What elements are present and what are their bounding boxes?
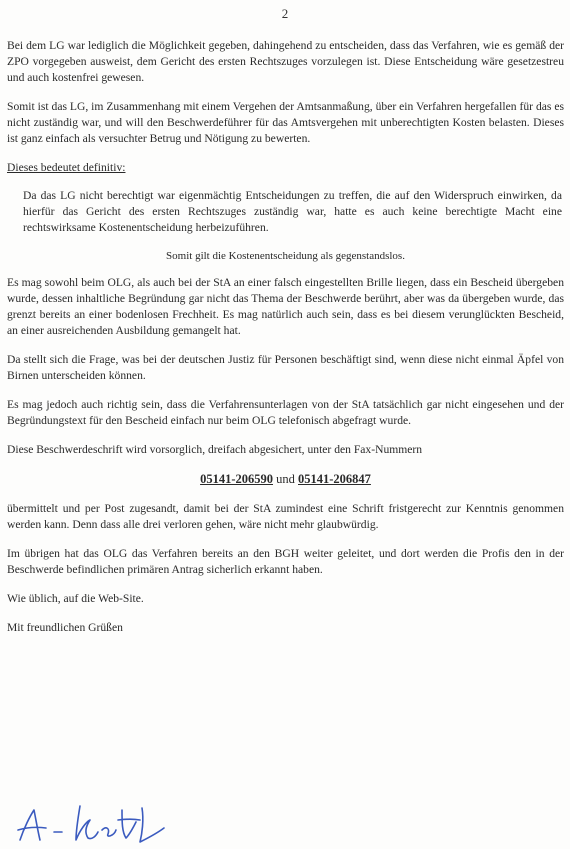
paragraph-8: Diese Beschwerdeschrift wird vorsorglich, dreifach abgesichert, unter den Fax-Nummern: [7, 443, 423, 456]
fax-number-2: 05141-206847: [298, 472, 371, 486]
paragraph-5: Es mag sowohl beim OLG, als auch bei der StA an einer falsch eingestellten Brille liegen, dass ein Bescheid übergeben wurde, dessen inhaltliche Begründung gar nicht das Thema der Beschwerde berührt, aber was da übergeben wurde, das grenzt bereits an einer bodenlosen Frechheit. Es mag natürlich auch sein, dass es bei diesem verunglückten Bescheid, an einer ausreichenden Ausbildung gemangelt hat.: [7, 276, 564, 337]
paragraph-6: Da stellt sich die Frage, was bei der deutschen Justiz für Personen beschäftigt sind, wenn diese nicht einmal Äpfel von Birnen unterscheiden können.: [7, 353, 564, 382]
centered-statement: Somit gilt die Kostenentscheidung als gegenstandslos.: [166, 250, 405, 262]
paragraph-9: übermittelt und per Post zugesandt, damit bei der StA zumindest eine Schrift fristgerecht zur Kenntnis genommen werden kann. Denn dass alle drei verloren gehen, wäre nicht mehr glaubwürdig.: [7, 502, 564, 531]
paragraph-2: Somit ist das LG, im Zusammenhang mit einem Vergehen der Amtsanmaßung, über ein Verfahren hergefallen für das es nicht zuständig war, und will den Beschwerdeführer für das Amtsvergehen mit unberechtigten Kosten belasten. Dieses ist ganz einfach als versuchter Betrug und Nötigung zu bewerten.: [7, 100, 564, 145]
paragraph-7: Es mag jedoch auch richtig sein, dass die Verfahrensunterlagen von der StA tatsächlich gar nicht eingesehen und der Begründungstext für den Bescheid einfach nur beim OLG telefonisch abgefragt wurde.: [7, 398, 564, 427]
paragraph-11: Wie üblich, auf die Web-Site.: [7, 592, 144, 605]
paragraph-1: Bei dem LG war lediglich die Möglichkeit gegeben, dahingehend zu entscheiden, dass das Verfahren, wie es gemäß der ZPO vorgegeben ausweist, dem Gericht des ersten Rechtszuges vorzulegen ist. Diese Entscheidung wäre gesetzestreu und auch kostenfrei gewesen.: [7, 39, 564, 84]
letter-body: [7, 38, 564, 638]
fax-number-1: 05141-206590: [200, 472, 273, 486]
fax-connector: und: [276, 472, 295, 486]
handwritten-signature: [10, 800, 170, 846]
page-number: 2: [281, 6, 289, 21]
paragraph-10: Im übrigen hat das OLG das Verfahren bereits an den BGH weiter geleitet, und dort werden die Profis den in der Beschwerde befindlichen primären Antrag sicherlich erkannt haben.: [7, 547, 564, 576]
closing-salutation: Mit freundlichen Grüßen: [7, 621, 123, 634]
fax-numbers: [7, 471, 564, 487]
section-heading: Dieses bedeutet definitiv:: [7, 161, 126, 174]
indented-paragraph: Da das LG nicht berechtigt war eigenmächtig Entscheidungen zu treffen, die auf den Widerspruch einwirken, da hierfür das Gericht des ersten Rechtszuges zuständig war, hatte es auch keine berechtigte Macht eine rechtswirksame Kostenentscheidung herbeizuführen.: [23, 189, 562, 234]
